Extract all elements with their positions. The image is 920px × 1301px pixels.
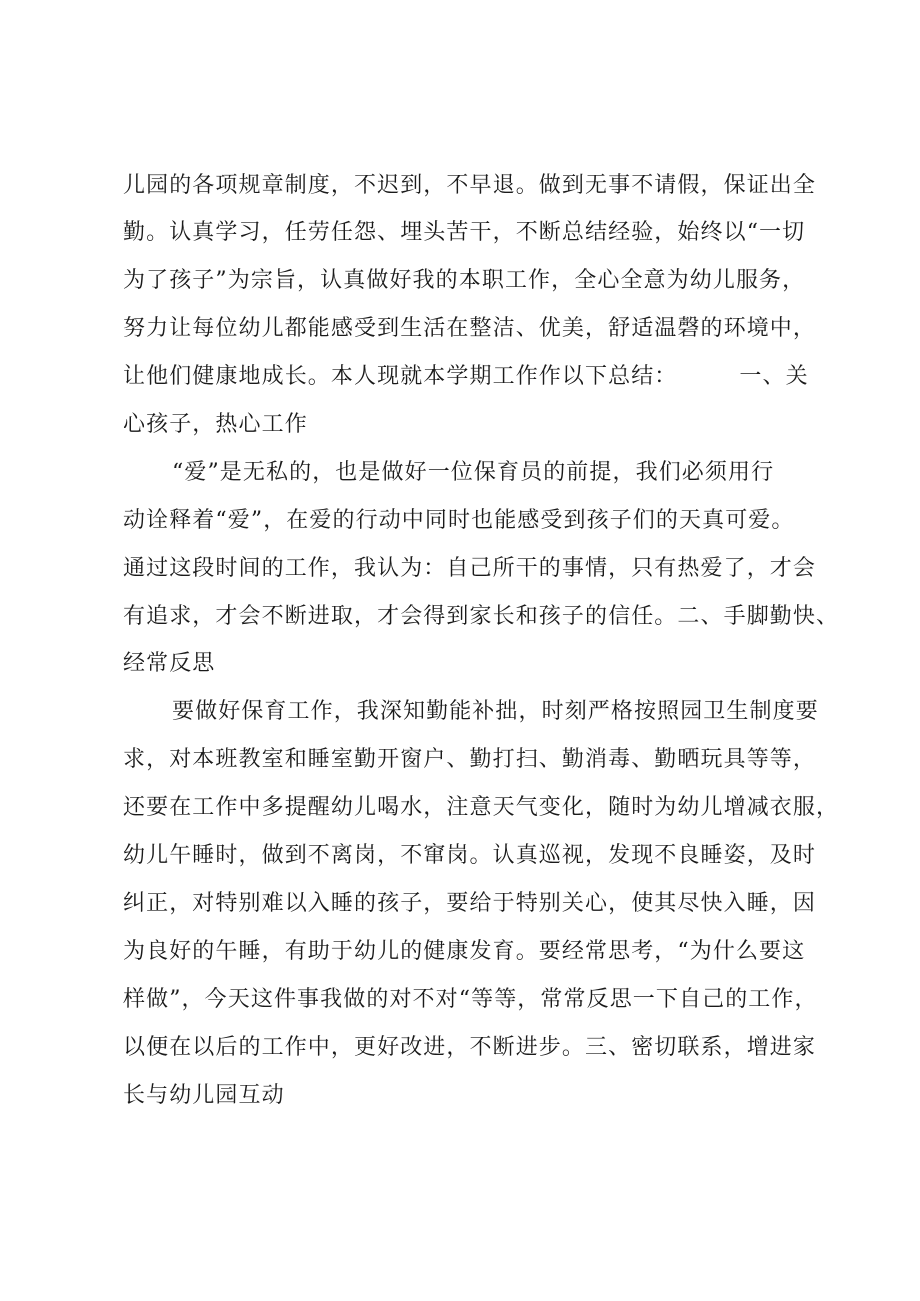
text-line: 努力让每位幼儿都能感受到生活在整洁、优美，舒适温磬的环境中，	[123, 316, 817, 341]
paragraph-start: “爱”是无私的，也是做好一位保育员的前提，我们必须用行	[172, 460, 775, 485]
section-heading-2-end: 经常反思	[123, 651, 216, 676]
text-line: 样做”，今天这件事我做的对不对“等等，常常反思一下自己的工作，	[123, 987, 818, 1012]
text-line: 动诠释着“爱”，在爱的行动中同时也能感受到孩子们的天真可爱。	[123, 508, 795, 533]
text-line: 通过这段时间的工作，我认为：自己所干的事情，只有热爱了，才会	[123, 556, 817, 581]
paragraph-start: 要做好保育工作，我深知勤能补拙，时刻严格按照园卫生制度要	[172, 699, 819, 724]
text-line: 有追求，才会不断进取，才会得到家长和孩子的信任。二、手脚勤快、	[123, 604, 840, 629]
text-line: 以便在以后的工作中，更好改进，不断进步。三、密切联系，增进家	[123, 1035, 817, 1060]
section-heading-1-start: 一、关	[739, 364, 809, 389]
text-segment: 让他们健康地成长。本人现就本学期工作作以下总结：	[123, 364, 678, 389]
text-line: 儿园的各项规章制度，不迟到，不早退。做到无事不请假，保证出全	[123, 173, 817, 198]
text-line: 勤。认真学习，任劳任怨、埋头苦干，不断总结经验，始终以“一切	[123, 220, 806, 245]
text-line: 幼儿午睡时，做到不离岗，不窜岗。认真巡视，发现不良睡姿，及时	[123, 843, 817, 868]
text-line: 求，对本班教室和睡室勤开窗户、勤打扫、勤消毒、勤晒玩具等等，	[123, 747, 817, 772]
text-line: 纠正，对特别难以入睡的孩子，要给于特别关心，使其尽快入睡，因	[123, 891, 817, 916]
text-line	[123, 354, 823, 400]
text-line: 还要在工作中多提醒幼儿喝水，注意天气变化，随时为幼儿增减衣服，	[123, 795, 840, 820]
text-line: 为良好的午睡，有助于幼儿的健康发育。要经常思考，“为什么要这	[123, 939, 806, 964]
section-heading-1-end: 心孩子，热心工作	[123, 412, 308, 437]
section-heading-3-end: 长与幼儿园互动	[123, 1083, 285, 1108]
text-line: 为了孩子”为宗旨，认真做好我的本职工作，全心全意为幼儿服务，	[123, 268, 806, 293]
